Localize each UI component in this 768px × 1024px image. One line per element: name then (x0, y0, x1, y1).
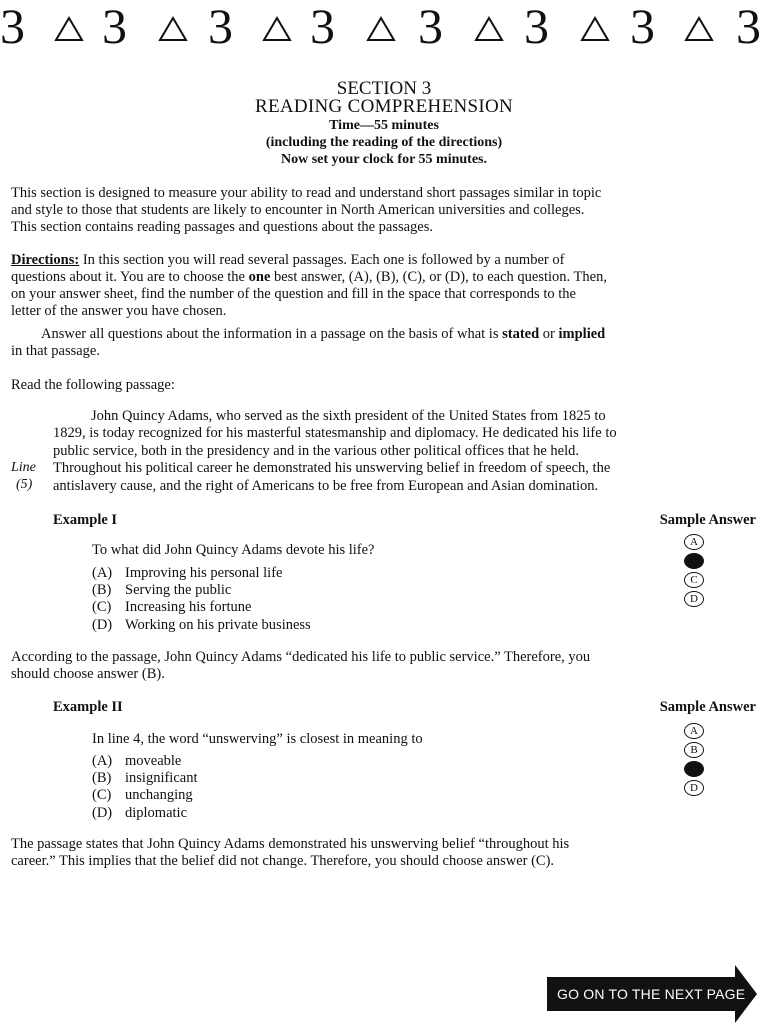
answer-bubble[interactable]: C (684, 572, 704, 588)
answer-bubble[interactable]: D (684, 591, 704, 607)
passage-line: 1829, is today recognized for his masterful statesmanship and diplomacy. He dedicated his life to (53, 425, 617, 442)
answer-bubble-filled[interactable]: C (684, 761, 704, 777)
section-heading: SECTION 3 (336, 78, 432, 99)
example-1-choices (92, 565, 311, 634)
choice-item: (B) Serving the public (92, 582, 232, 599)
triangle-outline-icon (684, 16, 714, 42)
sample-answer-title: Sample Answer (659, 699, 756, 715)
banner-digit: 3 (524, 0, 549, 54)
read-following: Read the following passage: (11, 377, 175, 393)
answer-all-text: or (539, 326, 559, 342)
choice-item: (A) Improving his personal life (92, 565, 283, 581)
choice-item: (D) Working on his private business (92, 616, 311, 633)
answer-bubble[interactable]: D (684, 780, 704, 796)
answer-bubble-filled[interactable]: B (684, 553, 704, 569)
example-2-title: Example II (53, 699, 123, 715)
banner-digit: 3 (310, 0, 335, 54)
choice-item: (A) moveable (92, 753, 182, 769)
directions-paragraph (11, 252, 759, 320)
intro-line: and style to those that students are likely to encounter in North American universities and colleges. (11, 202, 585, 218)
emphasis-stated: stated (502, 326, 540, 342)
banner-digit: 3 (208, 0, 233, 54)
triangle-outline-icon (262, 16, 292, 42)
answer-bubble[interactable]: A (684, 723, 704, 739)
example-2-answer-bubbles (684, 723, 706, 799)
section-title: READING COMPREHENSION (254, 96, 514, 117)
choice-item: (D) diplomatic (92, 804, 188, 821)
example-1-answer-bubbles (684, 534, 706, 610)
reading-passage (53, 408, 759, 495)
triangle-outline-icon (474, 16, 504, 42)
banner-digit: 3 (630, 0, 655, 54)
directions-label: Directions: (11, 252, 80, 268)
passage-line: public service, both in the presidency and in the various other political offices that he held. (53, 442, 580, 459)
line-number: (5) (16, 477, 33, 492)
example-2-choices (92, 753, 198, 822)
directions-text: In this section you will read several passages. Each one is followed by a number of (79, 252, 565, 268)
section-banner (0, 0, 768, 56)
go-on-label: GO ON TO THE NEXT PAGE (557, 986, 746, 1002)
directions-text: letter of the answer you have chosen. (11, 303, 227, 319)
time-limit: Time—55 minutes (329, 118, 439, 133)
answer-bubble[interactable]: B (684, 742, 704, 758)
triangle-outline-icon (580, 16, 610, 42)
sample-answer-title: Sample Answer (659, 512, 756, 528)
directions-text: on your answer sheet, find the number of the question and fill in the space that corresponds to the (11, 286, 576, 302)
choice-item: (C) Increasing his fortune (92, 599, 252, 616)
banner-digit: 3 (102, 0, 127, 54)
line-label: Line (11, 460, 36, 475)
answer-all-text: Answer all questions about the information in a passage on the basis of what is (41, 326, 503, 342)
answer-all-paragraph (11, 326, 759, 360)
emphasis-implied: implied (558, 326, 606, 342)
passage-line: Throughout his political career he demonstrated his unswerving belief in freedom of speech, the (53, 460, 611, 477)
emphasis-one: one (248, 269, 271, 285)
triangle-outline-icon (366, 16, 396, 42)
choice-item: (C) unchanging (92, 787, 193, 804)
answer-bubble[interactable]: A (684, 534, 704, 550)
intro-line: This section is designed to measure your ability to read and understand short passages similar in topic (11, 185, 602, 201)
banner-digit: 3 (736, 0, 761, 54)
example-1-explanation: According to the passage, John Quincy Adams “dedicated his life to public service.” Therefore, you should choose answer (B). (11, 649, 591, 682)
passage-line: John Quincy Adams, who served as the sixth president of the United States from 1825 to (91, 408, 606, 424)
go-on-next-page-arrow[interactable] (547, 965, 757, 1023)
directions-text: questions about it. You are to choose the (11, 269, 249, 285)
answer-all-text: in that passage. (11, 343, 100, 359)
intro-paragraph (11, 185, 759, 236)
directions-text: best answer, (A), (B), (C), or (D), to each question. Then, (270, 269, 607, 285)
example-1-title: Example I (53, 512, 118, 528)
choice-item: (B) insignificant (92, 770, 198, 787)
intro-line: This section contains reading passages and questions about the passages. (11, 219, 434, 235)
example-2-explanation: The passage states that John Quincy Adams demonstrated his unswerving belief “throughout his career.” This implies that the belief did not change. Therefore, you should choose answer (C). (11, 836, 570, 869)
triangle-outline-icon (54, 16, 84, 42)
banner-digit: 3 (418, 0, 443, 54)
passage-line: antislavery cause, and the right of Americans to be free from European and Asian domination. (53, 477, 599, 494)
time-note: (including the reading of the directions) (265, 135, 503, 150)
clock-instruction: Now set your clock for 55 minutes. (281, 152, 487, 167)
example-1-question: To what did John Quincy Adams devote his life? (92, 542, 375, 558)
example-2-question: In line 4, the word “unswerving” is closest in meaning to (92, 731, 423, 747)
triangle-outline-icon (158, 16, 188, 42)
banner-digit: 3 (0, 0, 25, 54)
